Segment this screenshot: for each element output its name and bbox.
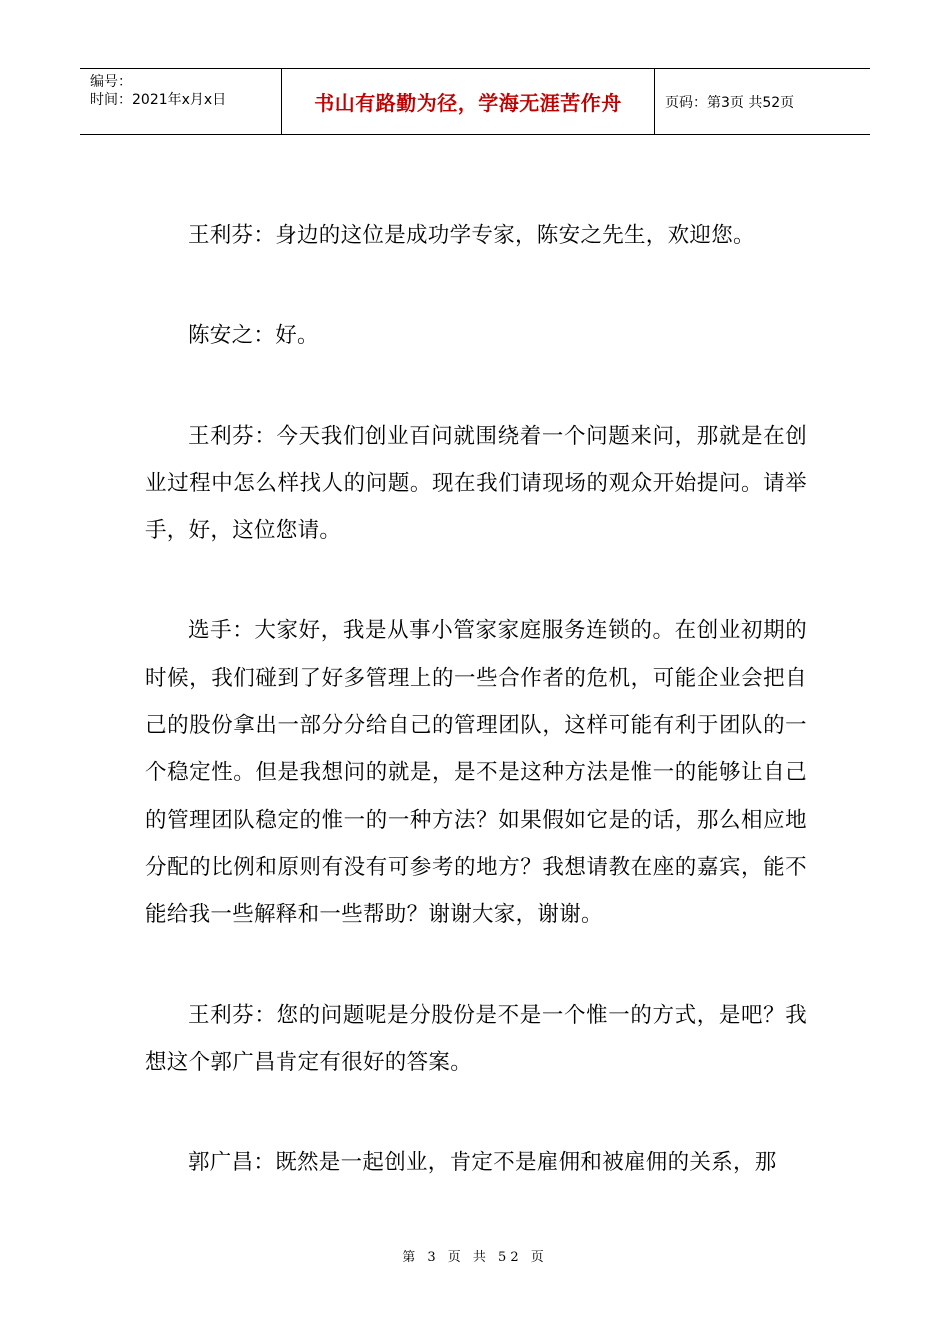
header-meta-cell — [80, 69, 282, 134]
paragraph: 陈安之：好。 — [188, 323, 319, 349]
time-label: 时间：2021年x月x日 — [90, 92, 227, 108]
header-page-cell — [655, 69, 870, 134]
number-label: 编号： — [90, 74, 132, 90]
paragraph: 王利芬：您的问题呢是分股份是不是一个惟一的方式，是吧？我想这个郭广昌肯定有很好的答案。 — [145, 1002, 807, 1075]
document-body — [145, 212, 807, 1239]
paragraph: 郭广昌：既然是一起创业，肯定不是雇佣和被雇佣的关系，那 — [188, 1150, 777, 1176]
header-table — [80, 68, 870, 135]
page-footer: 第 3 页 共 52 页 — [402, 1250, 548, 1265]
motto-text: 书山有路勤为径，学海无涯苦作舟 — [314, 91, 622, 115]
header-motto-cell — [282, 69, 655, 134]
paragraph: 王利芬：今天我们创业百问就围绕着一个问题来问，那就是在创业过程中怎么样找人的问题。现在我们请现场的观众开始提问。请举手，好，这位您请。 — [145, 423, 807, 544]
paragraph: 选手：大家好，我是从事小管家家庭服务连锁的。在创业初期的时候，我们碰到了好多管理上的一些合作者的危机，可能企业会把自己的股份拿出一部分分给自己的管理团队，这样可能有利于团队的一个稳定性。但是我想问的就是，是不是这种方法是惟一的能够让自己的管理团队稳定的惟一的一种方法？如果假如它是的话，那么相应地分配的比例和原则有没有可参考的地方？我想请教在座的嘉宾，能不能给我一些解释和一些帮助？谢谢大家，谢谢。 — [145, 618, 807, 928]
page-info: 页码：第3页 共52页 — [665, 94, 795, 111]
paragraph: 王利芬：身边的这位是成功学专家，陈安之先生，欢迎您。 — [188, 223, 755, 248]
